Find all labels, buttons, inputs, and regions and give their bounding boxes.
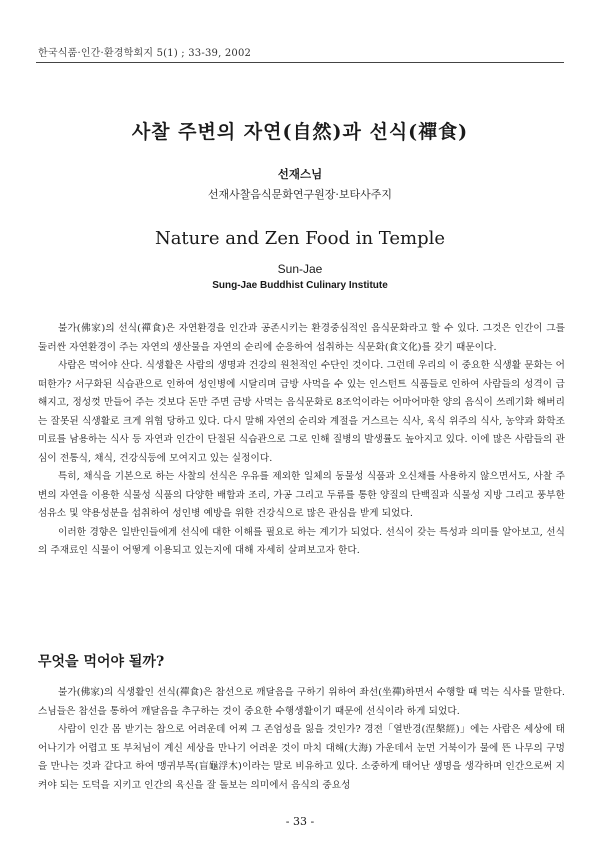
title-korean: 사찰 주변의 자연(自然)과 선식(禪食) [131, 121, 469, 143]
intro-paragraph: 특히, 채식을 기본으로 하는 사찰의 선식은 우유를 제외한 일체의 동물성 식품과 오신채를 사용하지 않으면서도, 사찰 주변의 자연을 이용한 식물성 식품의 다양한 배합과 조리, 가공 그리고 두류를 통한 양질의 단백질과 식물성 지방 그리고 풍부한 섬유소 및 약용성분을 섭취하여 성인병 예방을 위한 건강식으로 많은 관심을 받게 되었다. [38, 471, 565, 519]
section-body [38, 684, 565, 795]
running-head: 한국식품·인간·환경학회지 5(1) ; 33-39, 2002 [38, 48, 252, 59]
author-affiliation-english: Sung-Jae Buddhist Culinary Institute [212, 280, 388, 291]
author-name-korean: 선재스님 [277, 167, 323, 181]
intro-paragraph: 사람은 먹어야 산다. 식생활은 사람의 생명과 건강의 원천적인 수단인 것이다. 그런데 우리의 이 중요한 식생활 문화는 어떠한가? 서구화된 식습관으로 인하여 성인병에 시달리며 급방 사먹을 수 있는 인스턴트 식품들로 인하여 사람들의 성격이 급해지고, 정성껏 만들어 주는 것보다 돈만 주면 금방 사먹는 음식문화로 8조억이라는 어마어마한 양의 음식이 쓰레기화 해버리는 잘못된 식생활로 크게 위협 당하고 있다. 다시 말해 자연의 순리와 계절을 거스르는 식사, 육식 위주의 식사, 농약과 화학조미료를 남용하는 식사 등 자연과 인간이 단절된 식습관으로 그로 인해 질병의 발생률도 높아지고 있다. 이에 많은 사람들의 관심이 전통식, 채식, 건강식등에 모여지고 있는 실정이다. [38, 360, 565, 464]
page-number: - 33 - [285, 815, 315, 828]
intro-paragraph: 이러한 경향은 일반인들에게 선식에 대한 이해를 필요로 하는 계기가 되었다. 선식이 갖는 특성과 의미를 알아보고, 선식의 주재료인 식물이 어떻게 이용되고 있는지에 대해 자세히 살펴보고자 한다. [38, 526, 565, 556]
header-rule [36, 62, 564, 63]
intro-paragraph: 불가(佛家)의 선식(禪食)은 자연환경을 인간과 공존시키는 환경중심적인 음식문화라고 할 수 있다. 그것은 인간이 그를 둘러싼 자연환경이 주는 자연의 생산물을 자연의 순리에 순응하여 섭취하는 식문화(食文化)를 갖기 때문이다. [38, 323, 565, 353]
author-affiliation-korean: 선재사찰음식문화연구원장·보타사주지 [207, 188, 393, 201]
section-paragraph: 불가(佛家)의 식생활인 선식(禪食)은 참선으로 깨달음을 구하기 위하여 좌선(坐禪)하면서 수행할 때 먹는 식사를 말한다. 스님들은 참선을 통하여 깨달음을 추구하는 것이 중요한 수행생활이기 때문에 선식이라 하게 되었다. [38, 687, 565, 717]
title-english: Nature and Zen Food in Temple [154, 228, 446, 249]
section-heading: 무엇을 먹어야 될까? [38, 654, 165, 670]
intro-section [38, 320, 565, 561]
section-paragraph: 사람이 인간 몸 받기는 참으로 어려운데 어찌 그 존엄성을 잃을 것인가? 경전「열반경(涅槃經)」에는 사람은 세상에 태어나기가 어렵고 또 부처님이 계신 세상을 만나기 어려운 것이 마치 대해(大海) 가운데서 눈먼 거북이가 물에 뜬 나무의 구멍을 만나는 것과 같다고 하여 맹귀부목(盲龜浮木)이라는 말로 비유하고 있다. 소중하게 태어난 생명을 생각하며 인간으로써 지켜야 되는 도덕을 지키고 인간의 육신을 잘 돌보는 의미에서 음식의 중요성 [38, 724, 565, 791]
author-name-english: Sun-Jae [277, 262, 323, 276]
